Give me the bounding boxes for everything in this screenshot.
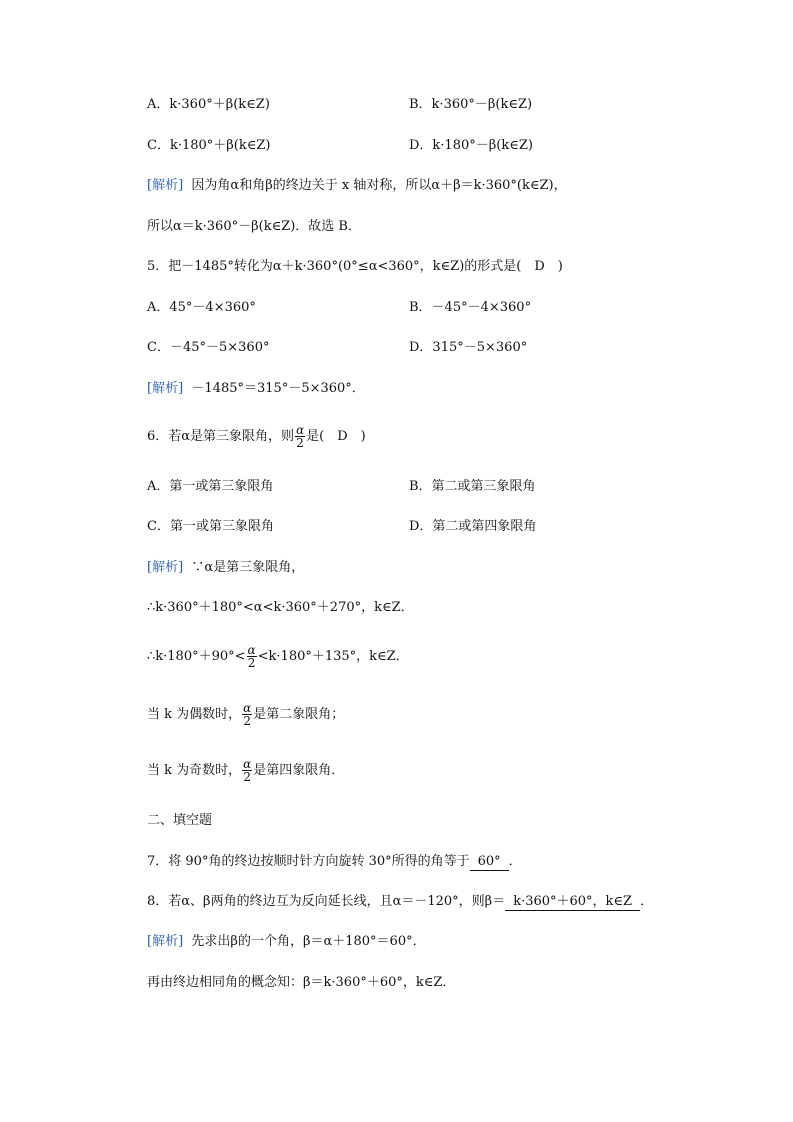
q6-a4-pre: 当 k 为偶数时， [147,707,242,722]
q5-option-c: C．－45°－5×360° [147,340,270,355]
q5-option-a: A．45°－4×360° [147,300,256,315]
q6-analysis-a1: ∵α是第三象限角， [191,560,305,575]
q6-stem-post: 是( D ) [306,429,366,444]
q6-a4-post: 是第二象限角； [253,707,345,722]
q6-analysis-a2: ∴k·360°＋180°<α<k·360°＋270°，k∈Z． [147,600,414,615]
q8-answer-blank: k·360°＋60°，k∈Z [505,894,640,911]
q8-end: ． [640,894,654,909]
fraction-numerator: α [243,701,252,715]
q5-option-d: D．315°－5×360° [409,340,528,355]
fraction [295,424,305,449]
q7-answer-blank: 60° [470,854,509,871]
q6-a5-post: 是第四象限角． [253,763,345,778]
q4-option-d: D．k·180°－β(k∈Z) [409,138,533,153]
q6-a3-post: <k·180°＋135°，k∈Z． [257,649,409,664]
q4-analysis-line2: 所以α＝k·360°－β(k∈Z)．故选 B． [147,219,361,234]
fraction [242,702,252,727]
analysis-label: [解析] [147,178,184,193]
q6-analysis-a3 [147,644,409,669]
section-title: 二、填空题 [147,813,213,828]
q8-analysis [147,933,426,951]
q7-stem [147,853,522,871]
q8-stem-text: 8．若α、β两角的终边互为反向延长线，且α＝－120°，则β＝ [147,894,506,909]
q8-stem [147,893,653,911]
q5-option-b: B．－45°－4×360° [409,300,532,315]
q6-stem [147,424,366,449]
fraction-denominator: 2 [296,436,304,450]
q6-option-c: C．第一或第三象限角 [147,519,274,534]
q4-option-b: B．k·360°－β(k∈Z) [409,97,533,112]
q7-stem-text: 7．将 90°角的终边按顺时针方向旋转 30°所得的角等于 [147,854,470,869]
q5-stem: 5．把－1485°转化为α＋k·360°(0°≤α<360°，k∈Z)的形式是( D ) [147,259,563,274]
q4-analysis-line1: 因为角α和角β的终边关于 x 轴对称，所以α＋β＝k·360°(k∈Z)， [191,178,567,193]
fraction-numerator: α [247,643,256,657]
q4-option-a: A．k·360°＋β(k∈Z) [147,97,270,112]
analysis-label: [解析] [147,381,184,396]
q6-option-d: D．第二或第四象限角 [409,519,537,534]
q6-stem-pre: 6．若α是第三象限角，则 [147,429,295,444]
fraction [242,758,252,783]
q6-analysis-a5 [147,758,344,783]
q4-option-c: C．k·180°＋β(k∈Z) [147,138,271,153]
q6-a3-pre: ∴k·180°＋90°< [147,649,246,664]
q4-analysis [147,177,567,195]
fraction-denominator: 2 [243,714,252,728]
q6-option-a: A．第一或第三象限角 [147,479,274,494]
q6-analysis [147,559,304,577]
q6-option-b: B．第二或第三象限角 [409,479,536,494]
fraction-denominator: 2 [243,770,252,784]
q8-analysis-a1: 先求出β的一个角，β＝α＋180°＝60°． [191,934,426,949]
fraction-numerator: α [243,757,252,771]
analysis-label: [解析] [147,934,184,949]
fraction-numerator: α [296,423,305,437]
q7-end: ． [508,854,522,869]
q5-analysis-text: －1485°＝315°－5×360°． [191,381,365,396]
q8-analysis-a2: 再由终边相同角的概念知：β＝k·360°＋60°，k∈Z． [147,975,456,990]
q6-a5-pre: 当 k 为奇数时， [147,763,242,778]
fraction-denominator: 2 [247,656,256,670]
q5-analysis [147,380,365,398]
q6-analysis-a4 [147,702,344,727]
fraction [247,644,257,669]
analysis-label: [解析] [147,560,184,575]
